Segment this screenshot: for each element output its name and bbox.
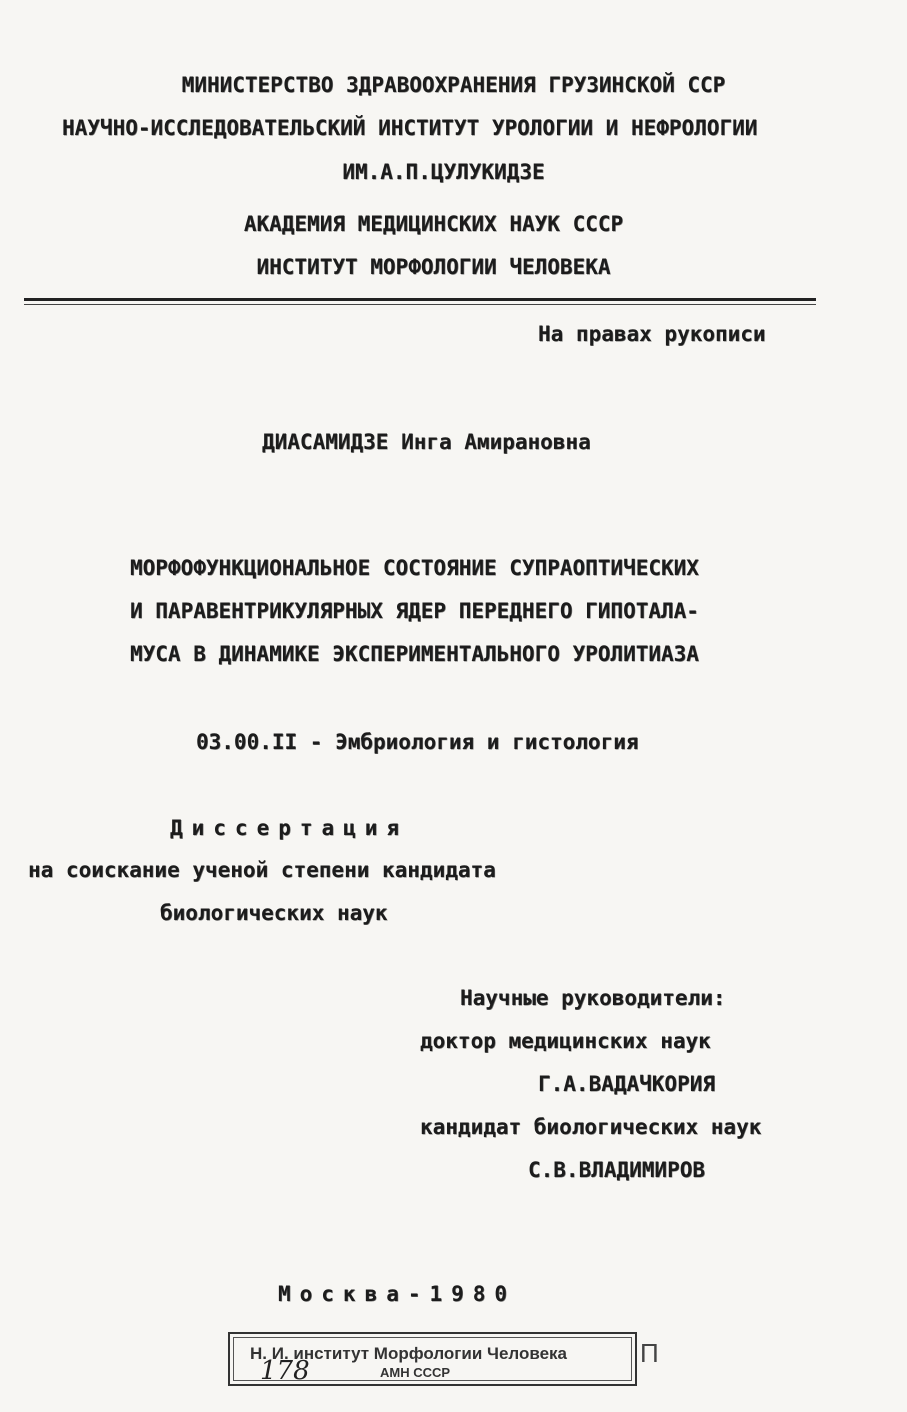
supervisor-2-name: С.В.ВЛАДИМИРОВ <box>528 1158 706 1182</box>
stamp-subtext: АМН СССР <box>380 1365 451 1380</box>
specialty-code: 03.00.II - Эмбриология и гистология <box>196 730 639 754</box>
margin-mark: П <box>640 1338 659 1368</box>
degree-heading: Диссертация <box>170 816 409 840</box>
stamp-handwritten-number: 178 <box>260 1356 310 1386</box>
supervisors-heading: Научные руководители: <box>460 986 726 1010</box>
author-name: ДИАСАМИДЗЕ Инга Амирановна <box>262 430 591 454</box>
degree-line-2: биологических наук <box>160 901 388 925</box>
degree-line-1: на соискание ученой степени кандидата <box>28 858 496 882</box>
title-line-2: И ПАРАВЕНТРИКУЛЯРНЫХ ЯДЕР ПЕРЕДНЕГО ГИПОТАЛА- <box>130 599 699 623</box>
stamp-text: Н. И. институт Морфологии Человека <box>250 1344 568 1363</box>
supervisor-1-title: доктор медицинских наук <box>420 1029 711 1053</box>
library-stamp <box>228 1332 637 1386</box>
header-morphology-institute: ИНСТИТУТ МОРФОЛОГИИ ЧЕЛОВЕКА <box>256 255 611 279</box>
header-academy: АКАДЕМИЯ МЕДИЦИНСКИХ НАУК СССР <box>243 212 624 236</box>
header-institute: НАУЧНО-ИССЛЕДОВАТЕЛЬСКИЙ ИНСТИТУТ УРОЛОГИИ И НЕФРОЛОГИИ <box>62 116 758 140</box>
header-divider-thin <box>24 304 816 305</box>
title-line-1: МОРФОФУНКЦИОНАЛЬНОЕ СОСТОЯНИЕ СУПРАОПТИЧЕСКИХ <box>130 556 699 580</box>
header-ministry: МИНИСТЕРСТВО ЗДРАВООХРАНЕНИЯ ГРУЗИНСКОЙ ССР <box>181 73 726 97</box>
supervisor-1-name: Г.А.ВАДАЧКОРИЯ <box>538 1072 716 1096</box>
title-line-3: МУСА В ДИНАМИКЕ ЭКСПЕРИМЕНТАЛЬНОГО УРОЛИТИАЗА <box>130 642 699 666</box>
header-divider <box>24 298 816 301</box>
rights-note: На правах рукописи <box>538 322 766 346</box>
place-year: Москва-1980 <box>278 1282 517 1306</box>
supervisor-2-title: кандидат биологических наук <box>420 1115 762 1139</box>
header-institute-name: ИМ.А.П.ЦУЛУКИДЗЕ <box>342 160 545 184</box>
